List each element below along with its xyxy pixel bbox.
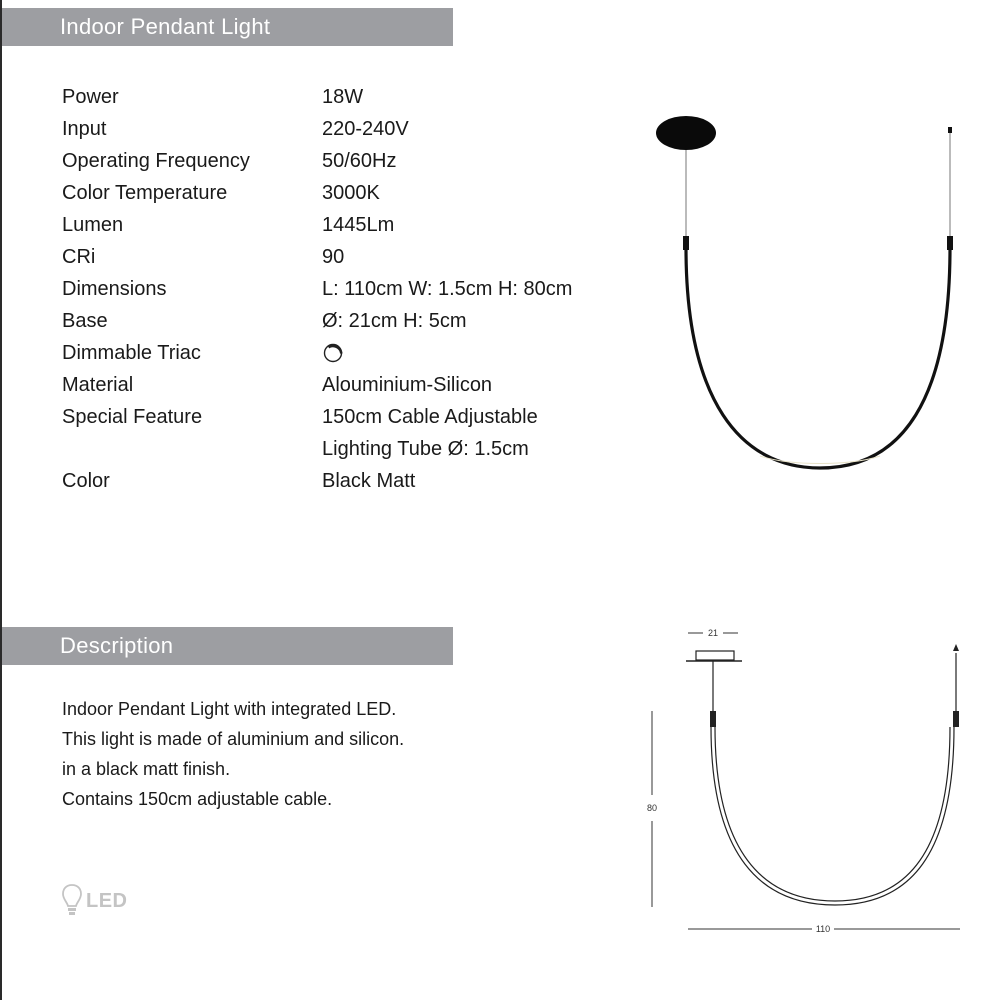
spec-label: CRi xyxy=(62,245,96,268)
spec-row xyxy=(62,273,572,305)
spec-value: Ø: 21cm H: 5cm xyxy=(322,309,467,332)
spec-value: Black Matt xyxy=(322,469,416,492)
spec-value: 3000K xyxy=(322,181,380,204)
spec-value: 50/60Hz xyxy=(322,149,397,172)
spec-row xyxy=(62,401,572,433)
spec-label: Input xyxy=(62,117,107,140)
spec-label: Lumen xyxy=(62,213,124,236)
spec-value: 150cm Cable Adjustable xyxy=(322,405,538,428)
spec-label: Dimmable Triac xyxy=(62,341,201,364)
spec-label: Material xyxy=(62,373,134,396)
height-dimension-label: 80 xyxy=(646,803,658,813)
spec-row xyxy=(62,337,572,369)
bulb-icon xyxy=(62,884,82,918)
description-bar xyxy=(2,627,453,665)
spec-label: Power xyxy=(62,85,119,108)
ceiling-canopy xyxy=(656,116,716,150)
product-image xyxy=(640,100,980,490)
tube-connector xyxy=(710,711,716,727)
spec-row xyxy=(62,81,572,113)
description-line: This light is made of aluminium and silicon. xyxy=(62,729,405,749)
spec-label: Dimensions xyxy=(62,277,167,300)
led-tube xyxy=(715,727,950,901)
dimmable-icon xyxy=(322,342,344,364)
description-line: in a black matt finish. xyxy=(62,759,231,779)
spec-label: Color xyxy=(62,469,110,492)
spec-value xyxy=(322,342,344,365)
spec-row xyxy=(62,465,572,497)
led-tube xyxy=(711,727,954,905)
spec-label: Color Temperature xyxy=(62,181,228,204)
spec-label: Base xyxy=(62,309,108,332)
cable-anchor xyxy=(948,127,952,133)
spec-row xyxy=(62,177,572,209)
spec-row xyxy=(62,305,572,337)
spec-value: Alouminium-Silicon xyxy=(322,373,493,396)
description-line: Contains 150cm adjustable cable. xyxy=(62,789,333,809)
led-label: LED xyxy=(86,889,128,912)
description-line: Indoor Pendant Light with integrated LED. xyxy=(62,699,397,719)
spec-value: Lighting Tube Ø: 1.5cm xyxy=(322,437,529,460)
spec-row xyxy=(62,145,572,177)
spec-row xyxy=(62,369,572,401)
base-dimension-label: 21 xyxy=(707,628,719,638)
spec-row xyxy=(62,209,572,241)
tube-connector xyxy=(683,236,689,250)
product-title: Indoor Pendant Light xyxy=(60,14,271,39)
technical-drawing xyxy=(630,615,975,945)
spec-row xyxy=(62,241,572,273)
spec-value: 220-240V xyxy=(322,117,409,140)
description-title: Description xyxy=(60,633,174,658)
tube-connector xyxy=(953,711,959,727)
spec-row xyxy=(62,433,572,465)
spec-value: 1445Lm xyxy=(322,213,395,236)
spec-table xyxy=(62,81,572,497)
left-border xyxy=(0,0,2,1000)
spec-row xyxy=(62,113,572,145)
description-text xyxy=(62,694,404,814)
led-tube xyxy=(686,248,950,468)
cable-anchor xyxy=(953,644,959,651)
spec-label: Special Feature xyxy=(62,405,203,428)
spec-value: L: 110cm W: 1.5cm H: 80cm xyxy=(322,277,573,300)
spec-value: 90 xyxy=(322,245,345,268)
spec-label: Operating Frequency xyxy=(62,149,250,172)
length-dimension-label: 110 xyxy=(815,924,831,934)
tube-connector xyxy=(947,236,953,250)
ceiling-canopy xyxy=(696,651,734,660)
led-badge xyxy=(62,884,128,918)
product-title-bar xyxy=(2,8,453,46)
spec-value: 18W xyxy=(322,85,364,108)
